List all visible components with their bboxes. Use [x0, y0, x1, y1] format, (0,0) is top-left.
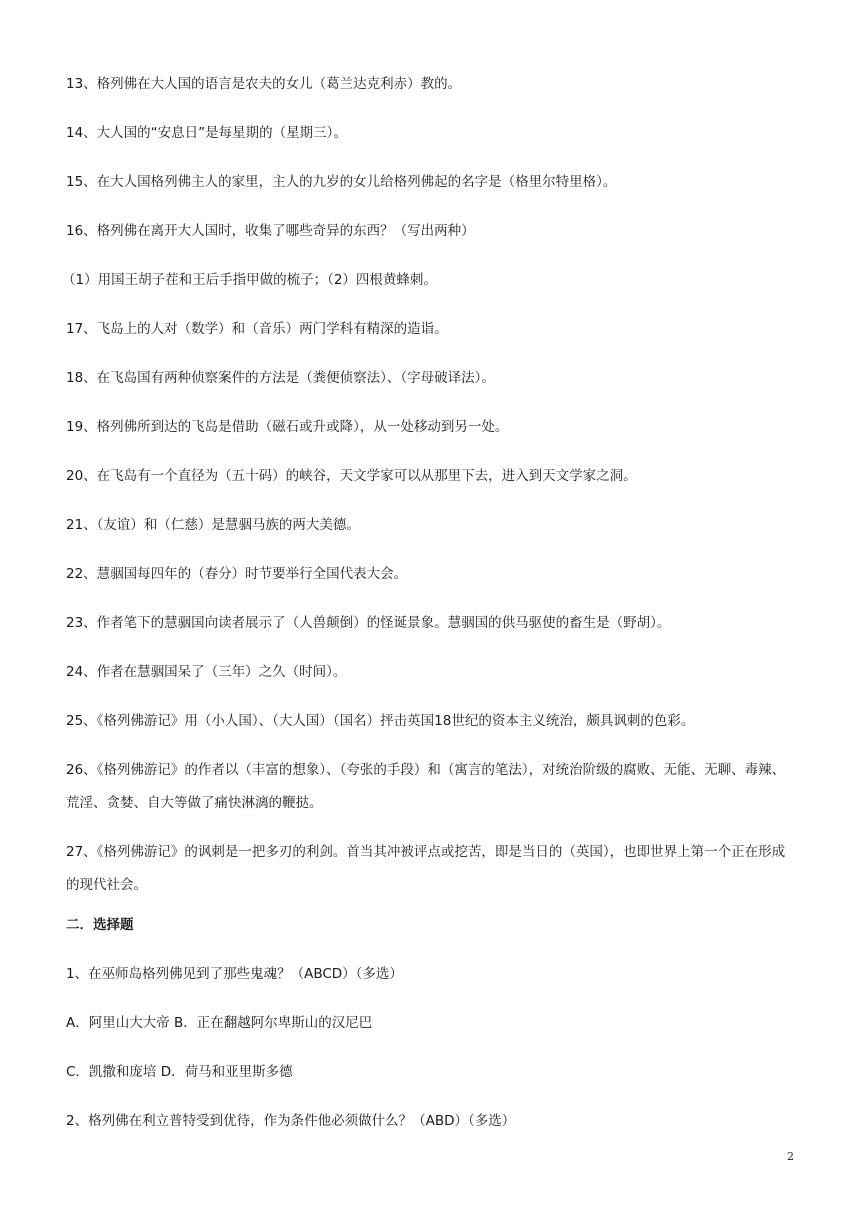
- question-24: 24、作者在慧骃国呆了（三年）之久（时间）。: [66, 664, 347, 680]
- choice-options-cd: C．凯撒和庞培 D．荷马和亚里斯多德: [66, 1064, 293, 1080]
- question-15: 15、在大人国格列佛主人的家里，主人的九岁的女儿给格列佛起的名字是（格里尔特里格）。: [66, 174, 617, 190]
- section-heading-choice: 二．选择题: [66, 917, 134, 933]
- question-18: 18、在飞岛国有两种侦察案件的方法是（粪便侦察法）、（字母破译法）。: [66, 370, 495, 386]
- question-17: 17、飞岛上的人对（数学）和（音乐）两门学科有精深的造诣。: [66, 321, 448, 337]
- question-22: 22、慧骃国每四年的（春分）时节要举行全国代表大会。: [66, 566, 408, 582]
- question-26: 26、《格列佛游记》的作者以（丰富的想象）、（夸张的手段）和（寓言的笔法），对统治阶级的腐败、无能、无聊、毒辣、荒淫、贪婪、自大等做了痛快淋漓的鞭挞。: [66, 762, 786, 811]
- question-13: 13、格列佛在大人国的语言是农夫的女儿（葛兰达克利赤）教的。: [66, 76, 462, 92]
- choice-options-ab: A．阿里山大大帝 B．正在翻越阿尔卑斯山的汉尼巴: [66, 1015, 373, 1031]
- page-number: 2: [787, 1150, 794, 1163]
- question-21: 21、（友谊）和（仁慈）是慧骃马族的两大美德。: [66, 517, 360, 533]
- question-19: 19、格列佛所到达的飞岛是借助（磁石或升或降），从一处移动到另一处。: [66, 419, 509, 435]
- answer-16: （1）用国王胡子茬和王后手指甲做的梳子；（2）四根黄蜂刺。: [62, 272, 437, 288]
- question-27: 27、《格列佛游记》的讽刺是一把多刃的利剑。首当其冲被评点或挖苦，即是当日的（英国），也即世界上第一个正在形成的现代社会。: [66, 844, 786, 893]
- question-16: 16、格列佛在离开大人国时，收集了哪些奇异的东西？（写出两种）: [66, 223, 475, 239]
- choice-question-2: 2、格列佛在利立普特受到优待，作为条件他必须做什么？（ABD）（多选）: [66, 1113, 516, 1129]
- question-23: 23、作者笔下的慧骃国向读者展示了（人兽颠倒）的怪诞景象。慧骃国的供马驱使的畜生是（野胡）。: [66, 615, 671, 631]
- question-20: 20、在飞岛有一个直径为（五十码）的峡谷，天文学家可以从那里下去，进入到天文学家之洞。: [66, 468, 637, 484]
- choice-question-1: 1、在巫师岛格列佛见到了那些鬼魂？（ABCD）（多选）: [66, 966, 403, 982]
- question-14: 14、大人国的“安息日”是每星期的（星期三）。: [66, 125, 347, 141]
- question-25: 25、《格列佛游记》用（小人国）、（大人国）（国名）抨击英国18世纪的资本主义统治，颇具讽刺的色彩。: [66, 713, 695, 729]
